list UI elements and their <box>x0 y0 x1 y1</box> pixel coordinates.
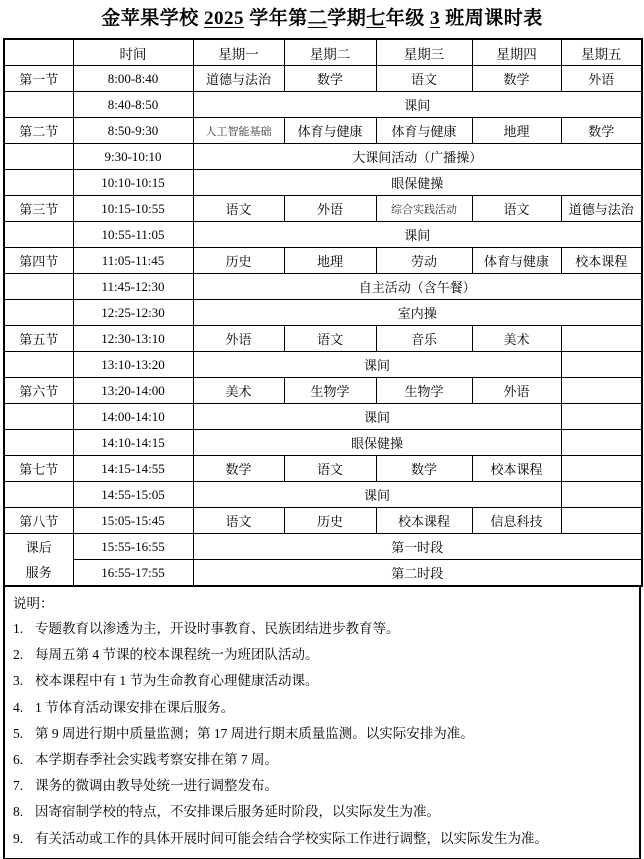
note-text: 本学期春季社会实践考察安排在第 7 周。 <box>35 752 278 768</box>
period-label: 第五节 <box>4 326 73 352</box>
period-label: 第七节 <box>4 456 73 482</box>
subject-cell: 美术 <box>472 326 561 352</box>
note-text: 第 9 周进行期中质量监测；第 17 周进行期末质量监测。以实际安排为准。 <box>35 725 474 741</box>
time-cell: 16:55-17:55 <box>73 560 193 587</box>
activity-cell: 课间 <box>193 222 642 248</box>
activity-cell: 课间 <box>193 404 561 430</box>
subject-cell: 历史 <box>284 508 376 534</box>
notes-heading: 说明： <box>13 596 54 611</box>
activity-cell: 课间 <box>193 92 642 118</box>
note-number: 1. <box>13 621 24 636</box>
subject-cell: 外语 <box>561 66 642 92</box>
activity-cell: 第一时段 <box>193 534 642 560</box>
after-school-label-line2: 服务 <box>25 564 52 580</box>
header-row <box>4 39 642 66</box>
empty-cell <box>561 482 642 508</box>
subject-cell: 数学 <box>284 66 376 92</box>
note-item <box>13 721 639 747</box>
empty-cell <box>561 508 642 534</box>
subject-cell: 人工智能基础 <box>193 118 284 144</box>
period-label <box>4 144 73 170</box>
subject-cell: 数学 <box>561 118 642 144</box>
subject-cell: 校本课程 <box>376 508 472 534</box>
note-number: 6. <box>13 752 24 768</box>
period-label <box>4 482 73 508</box>
note-item <box>13 799 639 825</box>
subject-cell: 校本课程 <box>472 456 561 482</box>
table-row-big-break <box>4 144 642 170</box>
subject-cell: 历史 <box>193 248 284 274</box>
title-grade-underlined: 七 <box>366 8 386 29</box>
subject-cell: 语文 <box>284 456 376 482</box>
after-school-service-label <box>4 534 73 587</box>
title-year-underlined: 2025 <box>203 8 244 29</box>
subject-cell: 数学 <box>472 66 561 92</box>
note-text: 因寄宿制学校的特点，不安排课后服务延时阶段，以实际发生为准。 <box>35 804 440 820</box>
activity-cell: 眼保健操 <box>193 430 561 456</box>
time-cell: 14:15-14:55 <box>73 456 193 482</box>
note-number: 9. <box>13 830 24 846</box>
title-part: 班周课时表 <box>440 8 543 29</box>
table-row-eye-exercise <box>4 430 642 456</box>
period-label: 第一节 <box>4 66 73 92</box>
note-item <box>13 695 639 721</box>
table-row-break <box>4 482 642 508</box>
empty-cell <box>561 326 642 352</box>
activity-cell: 室内操 <box>193 300 642 326</box>
time-cell: 12:25-12:30 <box>73 300 193 326</box>
subject-cell: 体育与健康 <box>376 118 472 144</box>
time-cell: 10:15-10:55 <box>73 196 193 222</box>
subject-cell: 语文 <box>472 196 561 222</box>
subject-cell: 生物学 <box>284 378 376 404</box>
header-friday: 星期五 <box>561 39 642 66</box>
activity-cell: 眼保健操 <box>193 170 642 196</box>
empty-cell <box>561 456 642 482</box>
table-row-indoor-exercise <box>4 300 642 326</box>
period-label <box>4 430 73 456</box>
table-row-period-7 <box>4 456 642 482</box>
subject-cell: 劳动 <box>376 248 472 274</box>
header-wednesday: 星期三 <box>376 39 472 66</box>
period-label <box>4 92 73 118</box>
note-number: 3. <box>13 673 24 689</box>
table-row-period-3 <box>4 196 642 222</box>
subject-cell: 外语 <box>472 378 561 404</box>
time-cell: 11:45-12:30 <box>73 274 193 300</box>
subject-cell: 语文 <box>376 66 472 92</box>
time-cell: 14:00-14:10 <box>73 404 193 430</box>
after-school-label-line1: 课后 <box>25 539 52 555</box>
note-item <box>13 826 639 852</box>
period-label <box>4 300 73 326</box>
time-cell: 15:55-16:55 <box>73 534 193 560</box>
period-label: 第二节 <box>4 118 73 144</box>
table-row-period-6 <box>4 378 642 404</box>
notes-section <box>3 587 641 859</box>
period-label <box>4 274 73 300</box>
title-part: 学年第 <box>243 8 308 29</box>
time-cell: 15:05-15:45 <box>73 508 193 534</box>
header-corner <box>4 39 73 66</box>
table-row-lunch <box>4 274 642 300</box>
timetable <box>3 38 643 587</box>
header-monday: 星期一 <box>193 39 284 66</box>
period-label <box>4 170 73 196</box>
title-part: 学期 <box>327 8 367 29</box>
subject-cell: 生物学 <box>376 378 472 404</box>
table-row-after-school-1 <box>4 534 642 560</box>
subject-cell: 数学 <box>376 456 472 482</box>
period-label <box>4 352 73 378</box>
title-part: 金苹果学校 <box>101 8 204 29</box>
activity-cell: 课间 <box>193 482 561 508</box>
subject-cell: 美术 <box>193 378 284 404</box>
table-row-break <box>4 404 642 430</box>
activity-cell: 自主活动（含午餐） <box>193 274 642 300</box>
header-tuesday: 星期二 <box>284 39 376 66</box>
time-cell: 13:10-13:20 <box>73 352 193 378</box>
note-number: 2. <box>13 647 24 663</box>
subject-cell: 信息科技 <box>472 508 561 534</box>
time-cell: 8:00-8:40 <box>73 66 193 92</box>
table-row-break <box>4 92 642 118</box>
title-term-underlined: 二 <box>307 8 328 29</box>
activity-cell: 第二时段 <box>193 560 642 587</box>
table-row-after-school-2 <box>4 560 642 587</box>
activity-cell: 课间 <box>193 352 561 378</box>
period-label: 第四节 <box>4 248 73 274</box>
time-cell: 14:55-15:05 <box>73 482 193 508</box>
note-item <box>13 773 639 799</box>
note-text: 每周五第 4 节课的校本课程统一为班团队活动。 <box>35 647 319 663</box>
table-row-eye-exercise <box>4 170 642 196</box>
header-thursday: 星期四 <box>472 39 561 66</box>
table-row-period-1 <box>4 66 642 92</box>
note-item <box>13 642 639 668</box>
subject-cell: 语文 <box>284 326 376 352</box>
note-text: 课务的微调由教导处统一进行调整发布。 <box>35 778 278 794</box>
period-label: 第六节 <box>4 378 73 404</box>
subject-cell: 音乐 <box>376 326 472 352</box>
period-label: 第三节 <box>4 196 73 222</box>
table-row-break <box>4 352 642 378</box>
time-cell: 11:05-11:45 <box>73 248 193 274</box>
time-cell: 8:50-9:30 <box>73 118 193 144</box>
header-time: 时间 <box>73 39 193 66</box>
table-row-period-2 <box>4 118 642 144</box>
empty-cell <box>561 352 642 378</box>
page-title <box>0 0 644 38</box>
time-cell: 10:55-11:05 <box>73 222 193 248</box>
title-class-underlined: 3 <box>430 8 441 29</box>
table-row-period-5 <box>4 326 642 352</box>
table-row-period-8 <box>4 508 642 534</box>
subject-cell: 体育与健康 <box>472 248 561 274</box>
time-cell: 9:30-10:10 <box>73 144 193 170</box>
subject-cell: 综合实践活动 <box>376 196 472 222</box>
note-text: 有关活动或工作的具体开展时间可能会结合学校实际工作进行调整，以实际发生为准。 <box>35 830 548 846</box>
period-label <box>4 222 73 248</box>
period-label <box>4 404 73 430</box>
time-cell: 10:10-10:15 <box>73 170 193 196</box>
subject-cell: 道德与法治 <box>193 66 284 92</box>
title-part: 年级 <box>385 8 431 29</box>
subject-cell: 地理 <box>472 118 561 144</box>
table-row-break <box>4 222 642 248</box>
note-item <box>13 747 639 773</box>
subject-cell: 校本课程 <box>561 248 642 274</box>
table-row-period-4 <box>4 248 642 274</box>
time-cell: 13:20-14:00 <box>73 378 193 404</box>
note-text: 1 节体育活动课安排在课后服务。 <box>35 699 235 715</box>
activity-cell: 大课间活动（广播操） <box>193 144 642 170</box>
note-item <box>13 616 639 642</box>
time-cell: 8:40-8:50 <box>73 92 193 118</box>
subject-cell: 外语 <box>193 326 284 352</box>
time-cell: 14:10-14:15 <box>73 430 193 456</box>
note-text: 专题教育以渗透为主，开设时事教育、民族团结进步教育等。 <box>35 621 400 636</box>
period-label: 第八节 <box>4 508 73 534</box>
time-cell: 12:30-13:10 <box>73 326 193 352</box>
note-text: 校本课程中有 1 节为生命教育心理健康活动课。 <box>35 673 319 689</box>
empty-cell <box>561 430 642 456</box>
subject-cell: 地理 <box>284 248 376 274</box>
empty-cell <box>561 404 642 430</box>
note-item <box>13 668 639 694</box>
subject-cell: 外语 <box>284 196 376 222</box>
empty-cell <box>561 378 642 404</box>
subject-cell: 道德与法治 <box>561 196 642 222</box>
subject-cell: 语文 <box>193 196 284 222</box>
subject-cell: 体育与健康 <box>284 118 376 144</box>
note-number: 4. <box>13 699 24 715</box>
subject-cell: 数学 <box>193 456 284 482</box>
note-number: 7. <box>13 778 24 794</box>
note-number: 8. <box>13 804 24 820</box>
subject-cell: 语文 <box>193 508 284 534</box>
note-number: 5. <box>13 725 24 741</box>
